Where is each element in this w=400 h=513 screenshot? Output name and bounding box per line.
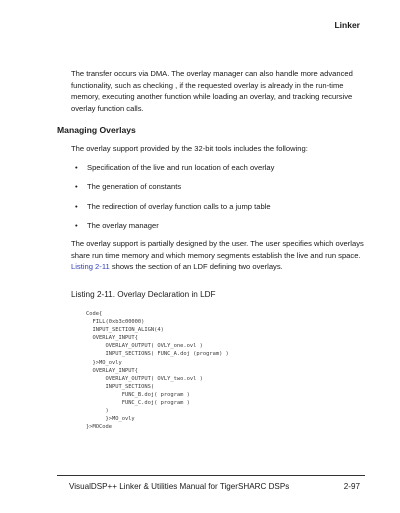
section-heading: Managing Overlays: [57, 125, 136, 135]
code-line: INPUT_SECTIONS(: [86, 383, 155, 390]
bullet-icon: •: [75, 163, 78, 172]
bullet-icon: •: [75, 221, 78, 231]
code-line: }>MO_ovly: [86, 416, 135, 423]
chapter-header: Linker: [334, 20, 360, 30]
code-line: Code{: [86, 311, 103, 317]
code-line: OVERLAY_OUTPUT( OVLY_two.ovl ): [86, 375, 203, 382]
code-line: OVERLAY_INPUT{: [86, 367, 138, 374]
code-line: INPUT_SECTIONS( FUNC_A.doj (program) ): [86, 351, 229, 358]
list-item: [71, 220, 371, 239]
listing-link[interactable]: Listing 2-11: [71, 262, 110, 272]
list-item-text: The generation of constants: [87, 182, 182, 192]
bullet-icon: •: [75, 182, 78, 192]
footer-divider: [57, 475, 365, 476]
overlay-design-paragraph: [71, 238, 371, 273]
code-line: INPUT_SECTION_ALIGN(4): [86, 327, 164, 334]
list-item: [71, 162, 371, 181]
intro-paragraph: The transfer occurs via DMA. The overlay manager can also handle more advanced functionality, such as checking , if the requested overlay is already in the run-time memory, executing another function while loading an overlay, and tracking recursive overlay function calls.: [71, 69, 353, 113]
code-line: }>MO_ovly: [86, 359, 122, 366]
code-line: }>MOCode: [86, 424, 112, 431]
code-line: OVERLAY_OUTPUT( OVLY_one.ovl ): [86, 343, 203, 350]
list-item-text: The redirection of overlay function calls to a jump table: [87, 201, 271, 211]
list-item: [71, 201, 371, 220]
paragraph-text: The overlay support is partially designed by the user. The user specifies which overlays share run time memory and which memory segments establish the live and run space.: [71, 239, 364, 260]
bullet-icon: •: [75, 201, 78, 211]
overlay-support-list: [71, 162, 371, 240]
section-lead-paragraph: The overlay support provided by the 32-bit tools includes the following:: [71, 144, 308, 153]
paragraph-text: shows the section of an LDF defining two overlays.: [109, 262, 283, 272]
code-listing: [86, 310, 229, 431]
list-item: [71, 181, 371, 200]
code-line: FILL(0xb3c00000): [86, 319, 145, 326]
footer-manual-title: VisualDSP++ Linker & Utilities Manual for TigerSHARC DSPs: [69, 482, 290, 491]
code-line: FUNC_C.doj( program ): [86, 400, 190, 407]
listing-caption: Listing 2-11. Overlay Declaration in LDF: [71, 290, 216, 299]
list-item-text: The overlay manager: [87, 221, 159, 231]
code-line: OVERLAY_INPUT{: [86, 335, 138, 342]
page-number: 2-97: [343, 482, 360, 491]
code-line: ): [86, 408, 109, 415]
code-line: FUNC_B.doj( program ): [86, 391, 190, 398]
list-item-text: Specification of the live and run location of each overlay: [87, 163, 275, 172]
